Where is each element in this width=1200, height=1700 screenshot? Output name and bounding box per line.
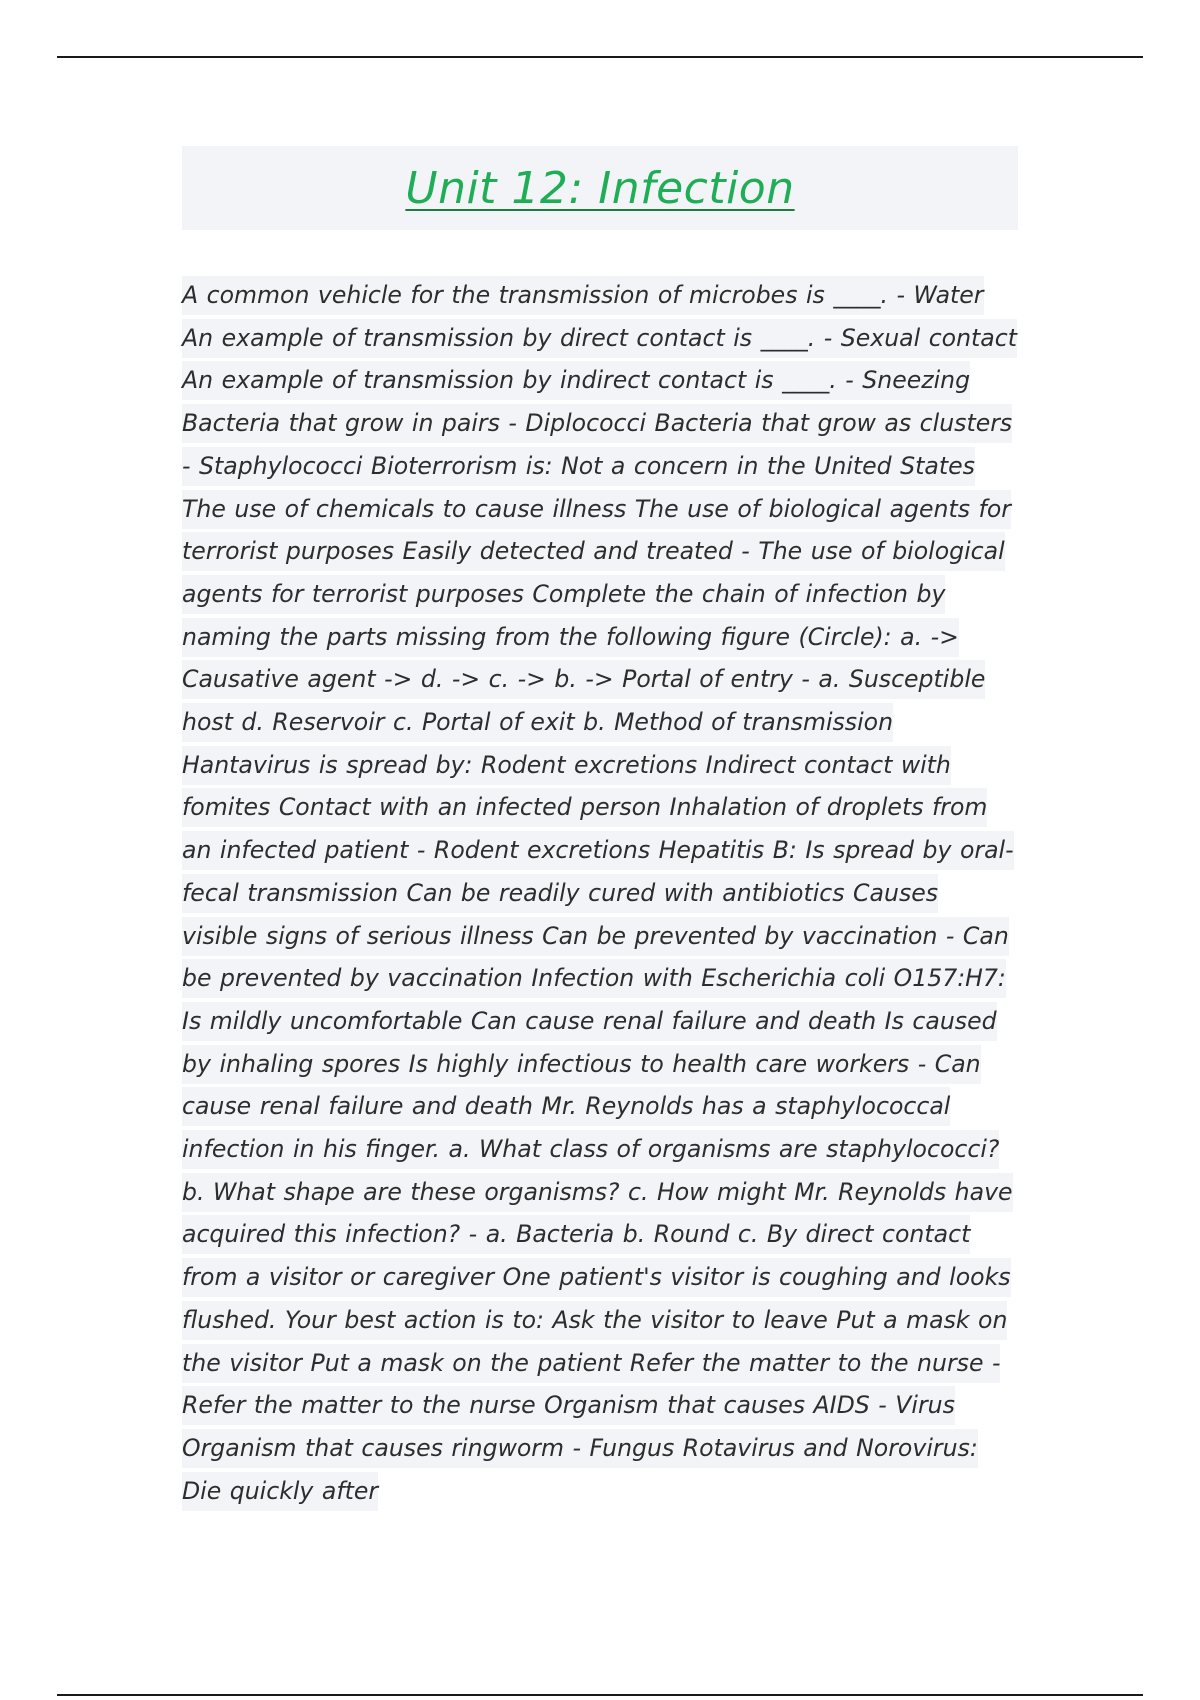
page-title: Unit 12: Infection (405, 162, 795, 214)
title-band (182, 146, 1018, 230)
bottom-rule (57, 1694, 1143, 1696)
top-rule (57, 56, 1143, 58)
body-text (182, 274, 1020, 1512)
body-text-content: A common vehicle for the transmission of microbes is ____. - Water An example of transmission by direct contact is ____. - Sexual contact An example of transmission by indirect contact is ____. - Sneezing Bacteria that grow in pairs - Diplococci Bacteria that grow as clusters - Staphylococci Bioterrorism is: Not a concern in the United States The use of chemicals to cause illness The use of biological agents for terrorist purposes Easily detected and treated - The use of biological agents for terrorist purposes Complete the chain of infection by naming the parts missing from the following figure (Circle): a. -> Causative agent -> d. -> c. -> b. -> Portal of entry - a. Susceptible host d. Reservoir c. Portal of exit b. Method of transmission Hantavirus is spread by: Rodent excretions Indirect contact with fomites Contact with an infected person Inhalation of droplets from an infected patient - Rodent excretions Hepatitis B: Is spread by oral-fecal transmission Can be readily cured with antibiotics Causes visible signs of serious illness Can be prevented by vaccination - Can be prevented by vaccination Infection with Escherichia coli O157:H7: Is mildly uncomfortable Can cause renal failure and death Is caused by inhaling spores Is highly infectious to health care workers - Can cause renal failure and death Mr. Reynolds has a staphylococcal infection in his finger. a. What class of organisms are staphylococci? b. What shape are these organisms? c. How might Mr. Reynolds have acquired this infection? - a. Bacteria b. Round c. By direct contact from a visitor or caregiver One patient's visitor is coughing and looks flushed. Your best action is to: Ask the visitor to leave Put a mask on the visitor Put a mask on the patient Refer the matter to the nurse - Refer the matter to the nurse Organism that causes AIDS - Virus Organism that causes ringworm - Fungus Rotavirus and Norovirus: Die quickly after (182, 276, 1017, 1511)
